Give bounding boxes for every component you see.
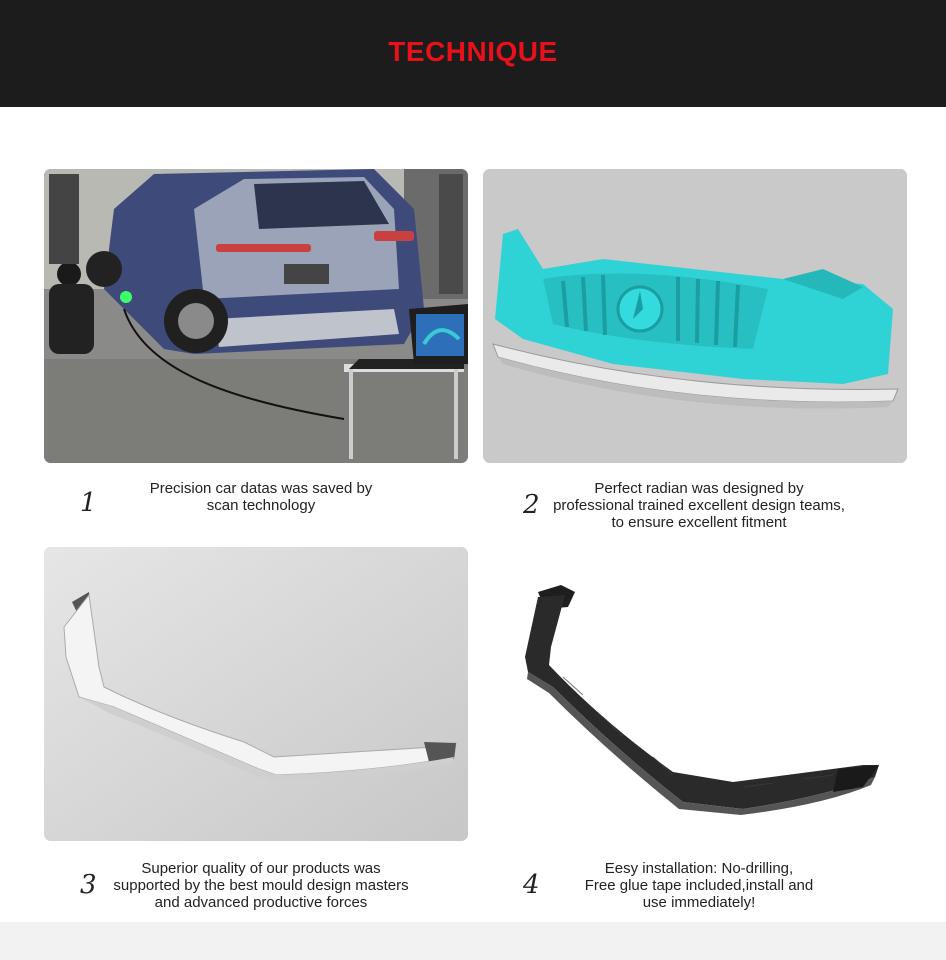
step-4-line-3: use immediately! bbox=[642, 894, 756, 911]
cad-bumper-render bbox=[483, 169, 907, 463]
step-1-number: 1 bbox=[80, 488, 97, 518]
step-2-line-2: professional trained excellent design teams, bbox=[553, 497, 845, 514]
step-2-number: 2 bbox=[523, 490, 540, 520]
step-2-caption bbox=[544, 480, 854, 531]
step-1-line-1: Precision car datas was saved by bbox=[149, 480, 373, 497]
step-4-number: 4 bbox=[523, 870, 540, 900]
step-3-number: 3 bbox=[80, 870, 97, 900]
step-3-caption bbox=[96, 860, 426, 911]
mould-splitter-render bbox=[44, 547, 468, 841]
step-4-line-2: Free glue tape included,install and bbox=[584, 877, 814, 894]
page-title: TECHNIQUE bbox=[388, 36, 558, 67]
step-2-line-3: to ensure excellent fitment bbox=[611, 514, 787, 531]
step-3-line-3: and advanced productive forces bbox=[154, 894, 368, 911]
page-header bbox=[0, 0, 946, 107]
footer-strip bbox=[0, 922, 946, 960]
step-2-line-1: Perfect radian was designed by bbox=[594, 480, 804, 497]
step-1-caption bbox=[111, 480, 411, 514]
carbon-splitter-product bbox=[483, 547, 907, 841]
step-4-caption bbox=[554, 860, 844, 911]
step-4-line-1: Eesy installation: No-drilling, bbox=[604, 860, 794, 877]
step-3-line-2: supported by the best mould design masters bbox=[113, 877, 409, 894]
scan-photo bbox=[44, 169, 468, 463]
step-1-line-2: scan technology bbox=[206, 497, 316, 514]
step-3-line-1: Superior quality of our products was bbox=[141, 860, 381, 877]
